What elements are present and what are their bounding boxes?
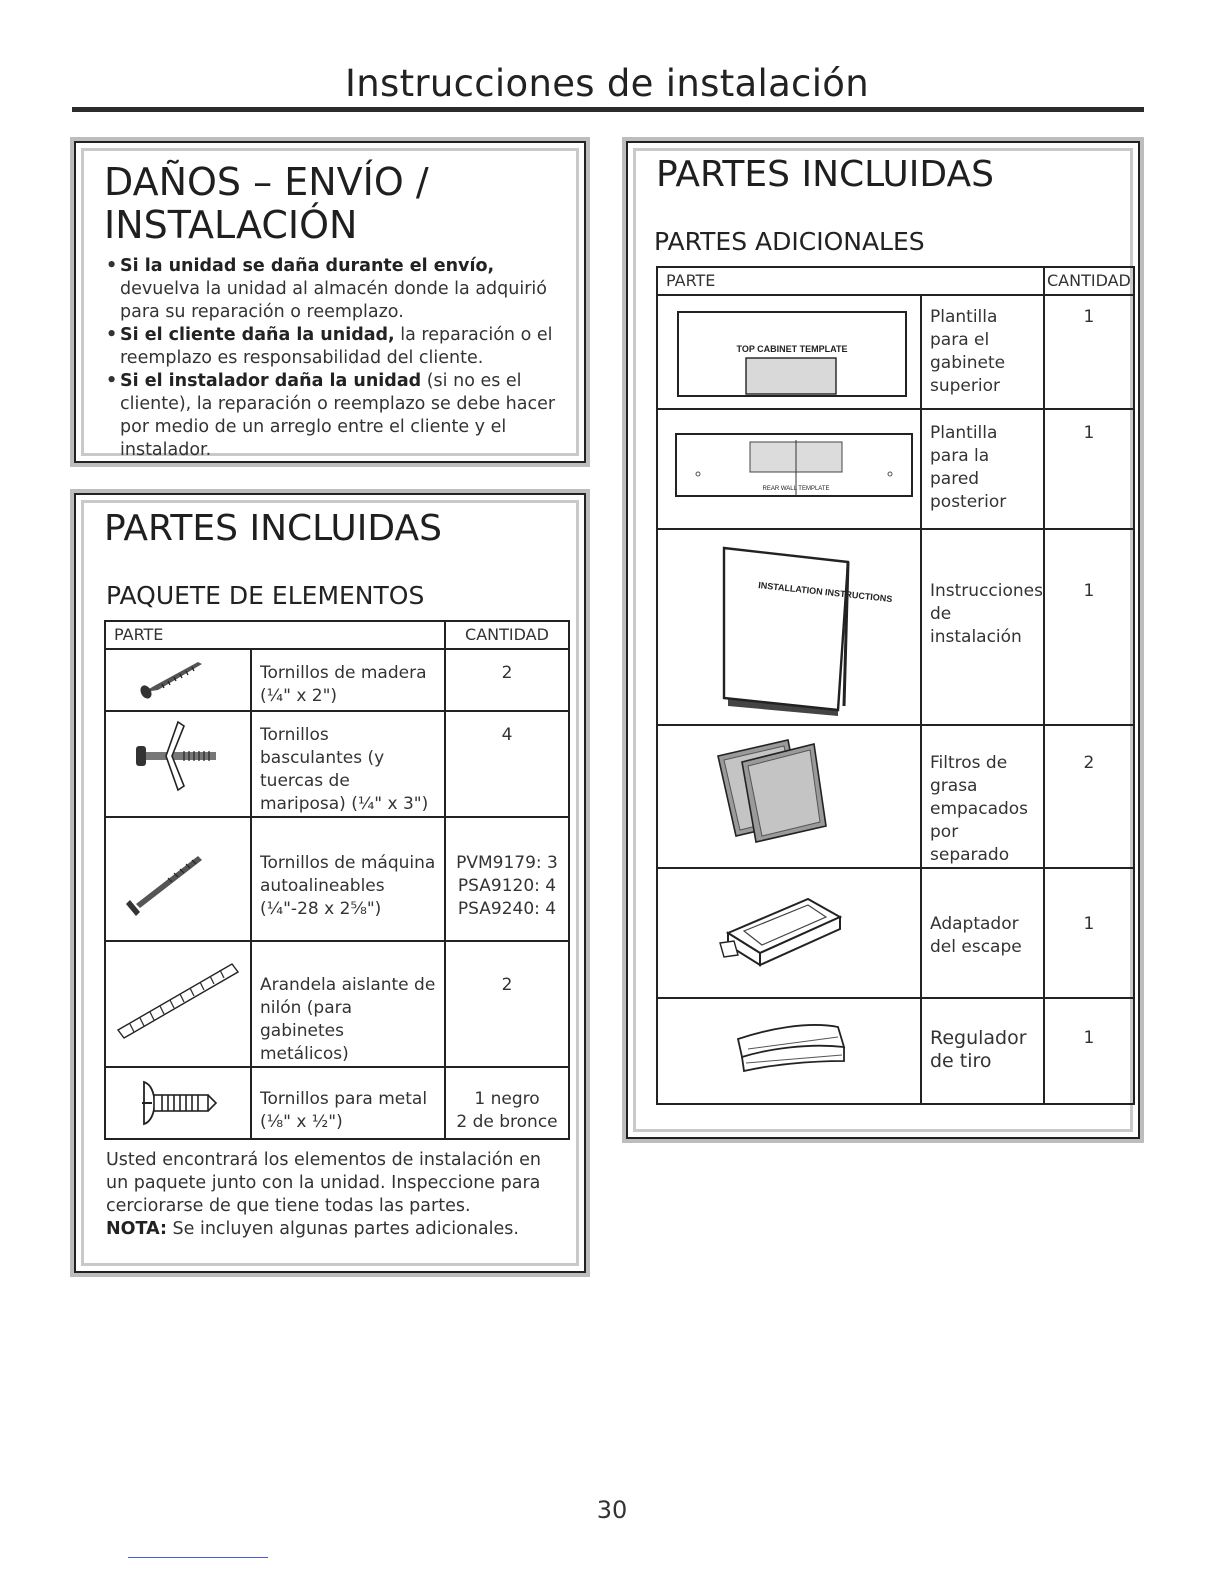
part-picture — [105, 1067, 251, 1139]
toggle-bolt-icon — [106, 712, 250, 800]
header-qty: CANTIDAD — [445, 621, 569, 649]
page-title: Instrucciones de instalación — [345, 62, 869, 105]
part-quantity: 2 — [1044, 725, 1134, 868]
damage-title-line1: DAÑOS – ENVÍO / — [104, 160, 429, 204]
additional-title: PARTES INCLUIDAS — [656, 154, 994, 195]
header-part: PARTE — [105, 621, 445, 649]
damage-bullets — [106, 255, 568, 462]
package-title: PARTES INCLUIDAS — [104, 508, 442, 549]
footer-rule — [128, 1557, 268, 1558]
part-quantity: 1 — [1044, 868, 1134, 998]
part-picture — [657, 295, 921, 409]
package-table — [104, 620, 570, 1140]
rear-wall-template-icon — [658, 410, 920, 528]
exhaust-adapter-icon — [658, 869, 920, 997]
part-picture — [105, 711, 251, 817]
part-description: Tornillos para metal (⅛" x ½") — [251, 1067, 445, 1139]
damage-bullet: • Si el instalador daña la unidad (si no es el cliente), la reparación o reemplazo se debe hacer por medio de un arreglo entre el cliente y el instalador. — [106, 370, 568, 462]
table-header-row — [657, 267, 1134, 295]
table-row — [657, 295, 1134, 409]
installation-booklet-icon — [658, 530, 920, 724]
package-subtitle: PAQUETE DE ELEMENTOS — [106, 581, 425, 610]
wood-screw-icon — [106, 650, 250, 710]
damper-icon — [658, 999, 920, 1103]
top-cabinet-template-icon — [658, 296, 920, 408]
table-header-row — [105, 621, 569, 649]
part-quantity: 4 — [445, 711, 569, 817]
damage-bullet: • Si el cliente daña la unidad, la reparación o el reemplazo es responsabilidad del cliente. — [106, 324, 568, 370]
package-box — [74, 493, 586, 1273]
part-picture — [657, 529, 921, 725]
part-quantity: 1 negro 2 de bronce — [445, 1067, 569, 1139]
part-description: Plantilla para la pared posterior — [921, 409, 1044, 529]
damage-box — [74, 141, 586, 463]
part-quantity: 1 — [1044, 409, 1134, 529]
damage-title-line2: INSTALACIÓN — [104, 202, 358, 247]
damage-title — [104, 161, 429, 246]
part-picture — [657, 725, 921, 868]
table-row — [657, 868, 1134, 998]
machine-screw-icon — [106, 818, 250, 940]
part-quantity: 1 — [1044, 998, 1134, 1104]
part-description: Plantilla para el gabinete superior — [921, 295, 1044, 409]
part-description: Arandela aislante de nilón (para gabinetes metálicos) — [251, 941, 445, 1067]
part-description: Tornillos de máquina autoalineables (¼"-28 x 2⅝") — [251, 817, 445, 941]
part-description: Filtros de grasa empacados por separado — [921, 725, 1044, 868]
note-text: Usted encontrará los elementos de instalación en un paquete junto con la unidad. Inspeccione para cerciorarse de que tiene todas las partes. — [106, 1150, 541, 1216]
part-picture — [657, 998, 921, 1104]
note-body: Se incluyen algunas partes adicionales. — [166, 1219, 519, 1239]
part-picture — [105, 941, 251, 1067]
part-quantity: 1 — [1044, 529, 1134, 725]
table-row — [657, 725, 1134, 868]
template-label: REAR WALL TEMPLATE — [762, 486, 830, 492]
nylon-washer-icon — [106, 942, 250, 1062]
table-row — [105, 817, 569, 941]
table-row — [105, 711, 569, 817]
additional-subtitle: PARTES ADICIONALES — [654, 227, 925, 256]
part-picture — [105, 649, 251, 711]
part-quantity: PVM9179: 3 PSA9120: 4 PSA9240: 4 — [445, 817, 569, 941]
title-rule — [72, 107, 1144, 112]
template-label: TOP CABINET TEMPLATE — [736, 344, 848, 354]
part-picture — [657, 868, 921, 998]
table-row — [657, 998, 1134, 1104]
part-quantity: 1 — [1044, 295, 1134, 409]
booklet-label: INSTALLATION INSTRUCTIONS — [757, 580, 893, 605]
part-picture — [657, 409, 921, 529]
part-description: Tornillos basculantes (y tuercas de mariposa) (¼" x 3") — [251, 711, 445, 817]
table-row — [657, 409, 1134, 529]
header-part: PARTE — [657, 267, 1044, 295]
additional-box — [626, 141, 1140, 1139]
damage-bullet: • Si la unidad se daña durante el envío, devuelva la unidad al almacén donde la adquirió para su reparación o reemplazo. — [106, 255, 568, 324]
note-label: NOTA: — [106, 1219, 167, 1239]
table-row — [657, 529, 1134, 725]
part-description: Tornillos de madera (¼" x 2") — [251, 649, 445, 711]
table-row — [105, 941, 569, 1067]
grease-filter-icon — [658, 726, 920, 866]
page-number: 30 — [596, 1496, 628, 1524]
part-description: Adaptador del escape — [921, 868, 1044, 998]
part-description: Regulador de tiro — [921, 998, 1044, 1104]
additional-table — [656, 266, 1135, 1105]
header-qty: CANTIDAD — [1044, 267, 1134, 295]
part-quantity: 2 — [445, 649, 569, 711]
part-picture — [105, 817, 251, 941]
part-quantity: 2 — [445, 941, 569, 1067]
metal-screw-icon — [106, 1068, 250, 1138]
table-row — [105, 649, 569, 711]
table-row — [105, 1067, 569, 1139]
part-description: Instrucciones de instalación — [921, 529, 1044, 725]
package-note — [106, 1149, 546, 1241]
